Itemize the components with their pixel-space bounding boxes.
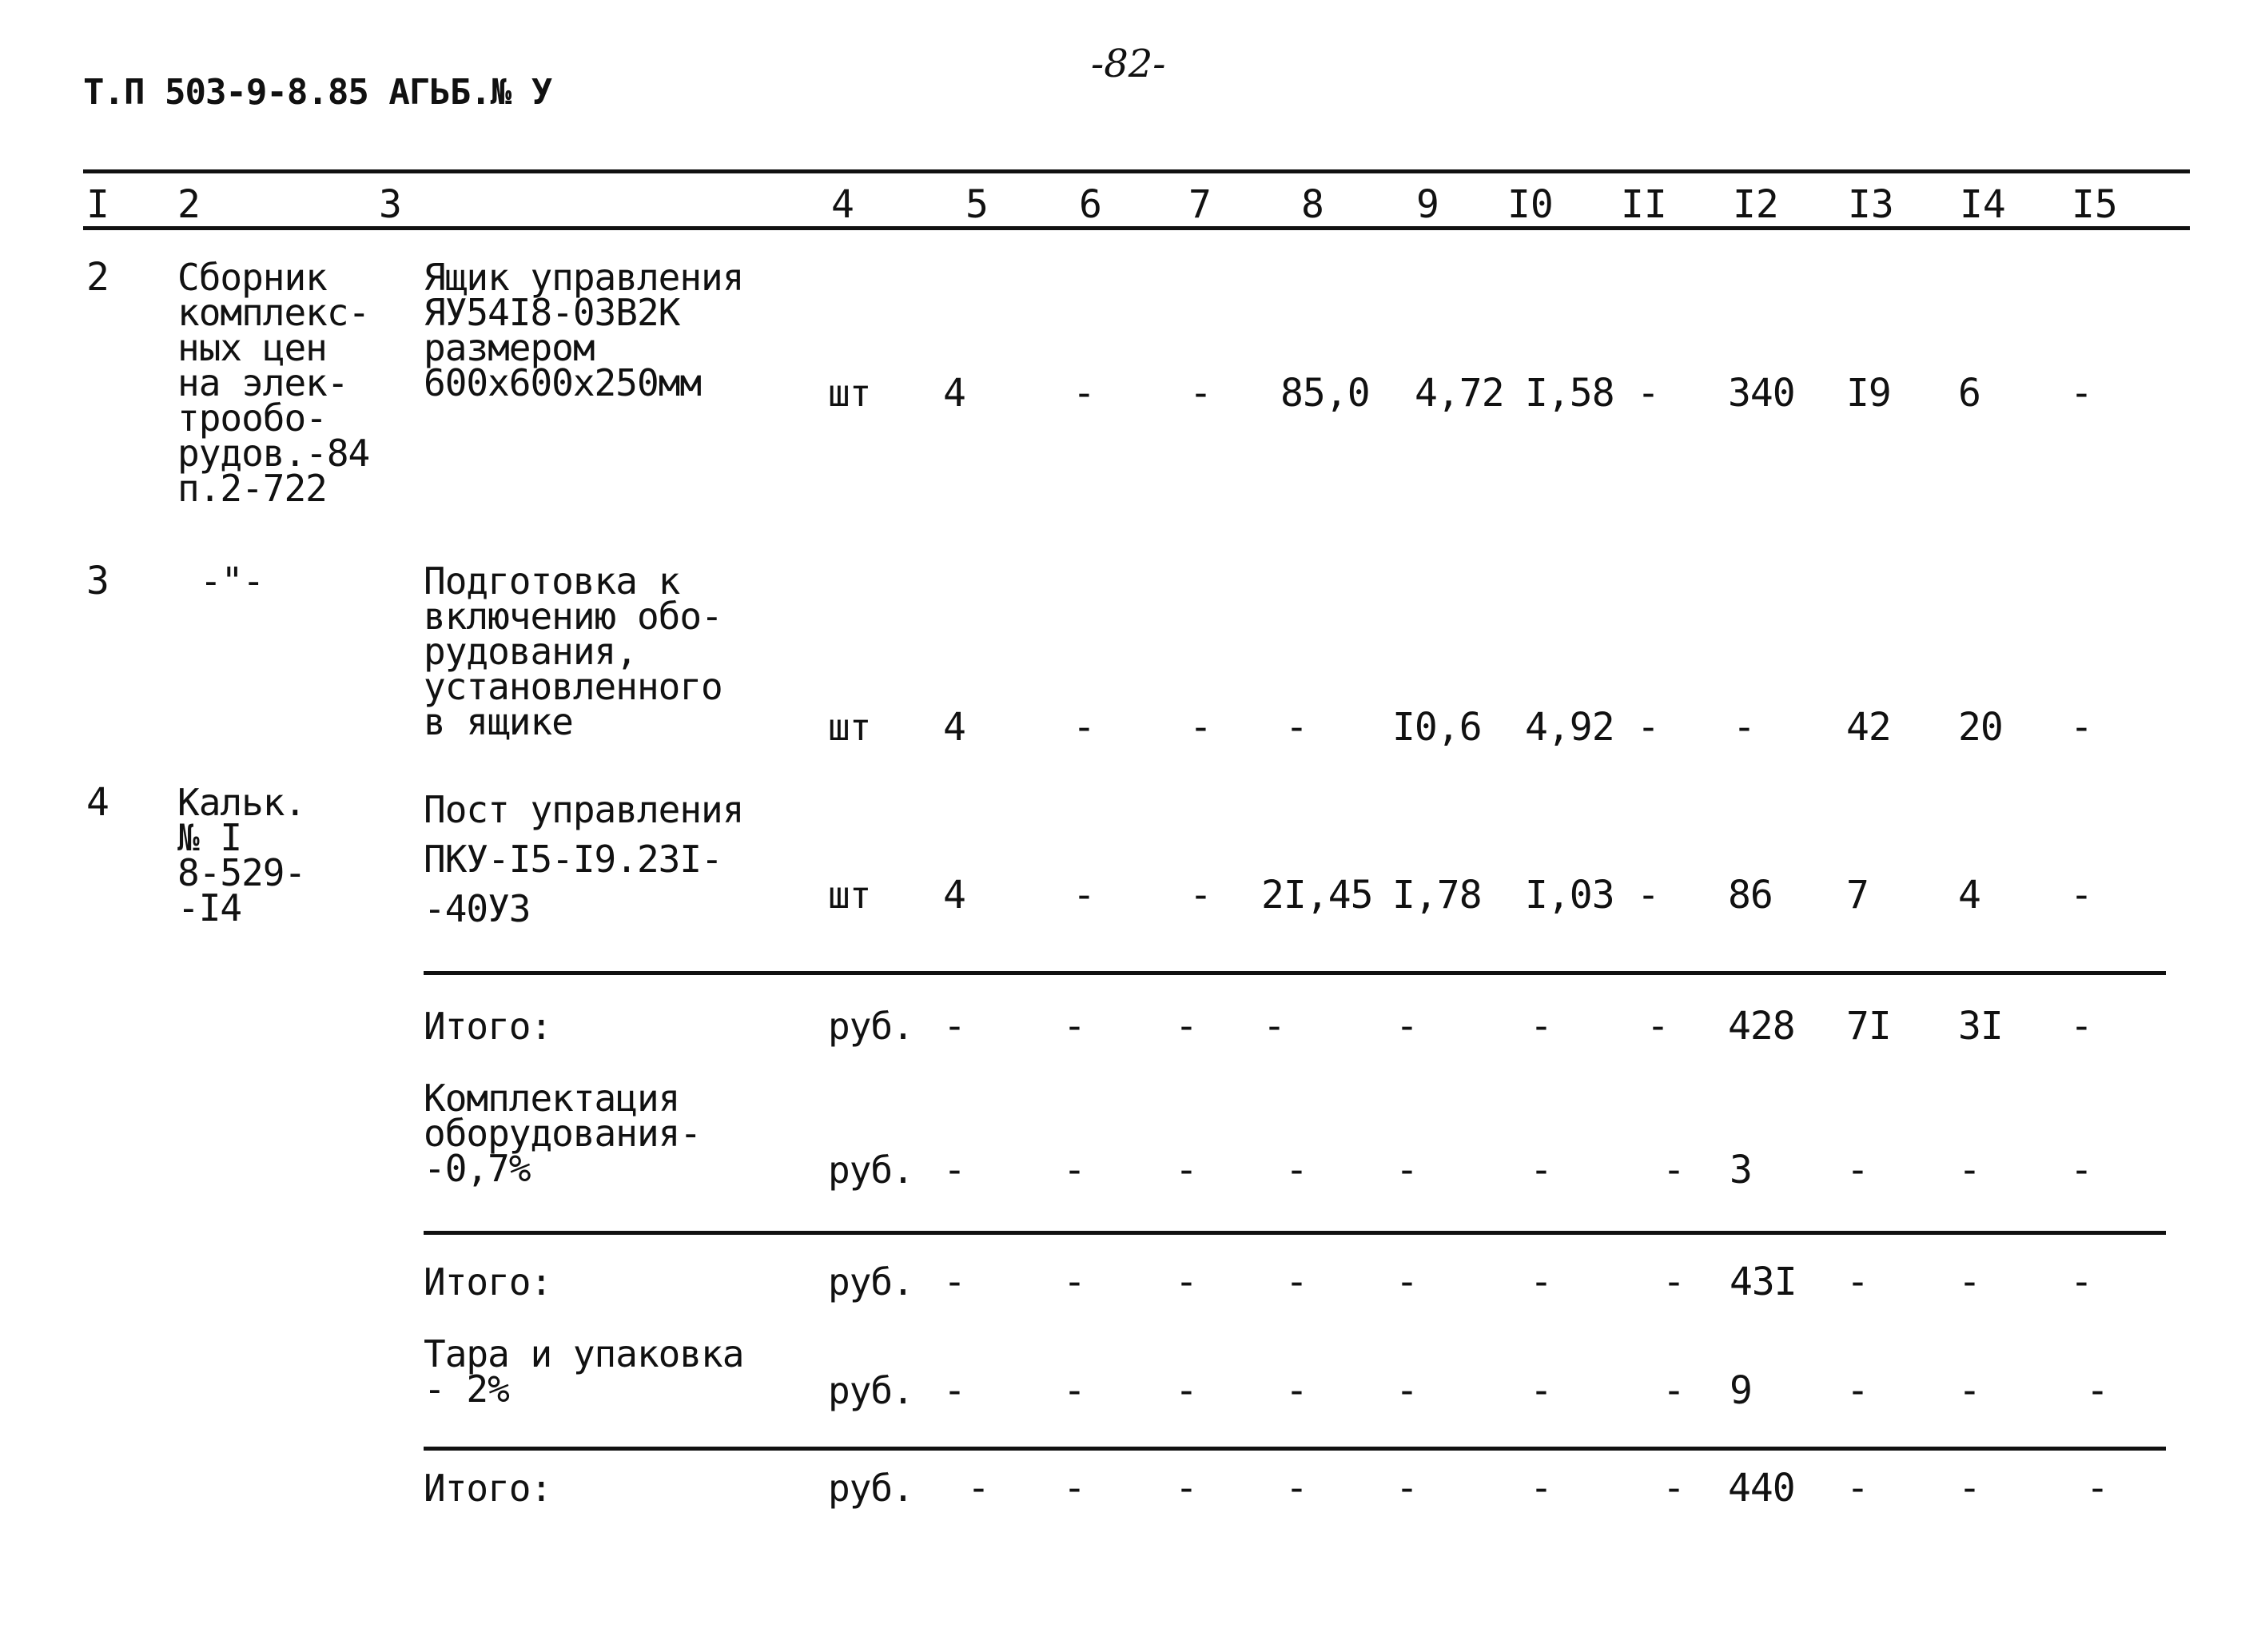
total-col10: - bbox=[1530, 1148, 1552, 1192]
total-unit: руб. bbox=[828, 1369, 914, 1412]
row-name: Пост управления ПКУ-I5-I9.23I- -40У3 bbox=[424, 788, 744, 930]
total-col12: 9 bbox=[1730, 1368, 1752, 1413]
total-col7: - bbox=[1175, 1260, 1197, 1304]
row-name: Ящик управления ЯУ54I8-03В2К размером 600х600х250мм bbox=[424, 256, 744, 404]
column-header-7: 7 bbox=[1188, 182, 1212, 227]
total-col10: - bbox=[1530, 1368, 1552, 1413]
row-col14: 4 bbox=[1958, 873, 1980, 918]
row-col13: I9 bbox=[1846, 371, 1891, 416]
row-col11: - bbox=[1637, 873, 1659, 918]
column-header-11: II bbox=[1621, 182, 1667, 227]
total-label: Итого: bbox=[424, 1005, 552, 1048]
total-col13: - bbox=[1846, 1148, 1869, 1192]
row-col10: I,03 bbox=[1525, 873, 1614, 918]
total-col14: - bbox=[1958, 1148, 1980, 1192]
total-col5: - bbox=[967, 1466, 989, 1511]
total-col11: - bbox=[1662, 1148, 1685, 1192]
total-col8: - bbox=[1285, 1466, 1308, 1511]
total-col15: - bbox=[2086, 1466, 2108, 1511]
column-header-9: 9 bbox=[1416, 182, 1439, 227]
row-col8: 2I,45 bbox=[1261, 873, 1373, 918]
row-col12: 340 bbox=[1728, 371, 1795, 416]
total-col13: - bbox=[1846, 1466, 1869, 1511]
column-header-12: I2 bbox=[1733, 182, 1779, 227]
row-col14: 6 bbox=[1958, 371, 1980, 416]
document-code: Т.П 503-9-8.85 АГЬБ.№ У bbox=[83, 72, 552, 113]
row-col6: - bbox=[1073, 873, 1095, 918]
row-col7: - bbox=[1189, 371, 1212, 416]
row-source: Сборник комплекс- ных цен на элек- трообо- рудов.-84 п.2-722 bbox=[177, 256, 370, 510]
total-col9: - bbox=[1395, 1368, 1418, 1413]
total-col5: - bbox=[943, 1004, 965, 1049]
page-number: -82- bbox=[1091, 42, 1166, 86]
row-number: 4 bbox=[86, 780, 109, 825]
total-col14: - bbox=[1958, 1466, 1980, 1511]
row-number: 3 bbox=[86, 559, 109, 603]
total-col15: - bbox=[2070, 1260, 2092, 1304]
totals-rule-3 bbox=[424, 1447, 2166, 1451]
row-unit: шт bbox=[828, 874, 871, 917]
total-col14: - bbox=[1958, 1368, 1980, 1413]
column-header-13: I3 bbox=[1848, 182, 1894, 227]
row-col5: 4 bbox=[943, 873, 965, 918]
row-col15: - bbox=[2070, 371, 2092, 416]
column-header-10: I0 bbox=[1507, 182, 1554, 227]
total-label: Тара и упаковка - 2% bbox=[424, 1332, 744, 1411]
total-col6: - bbox=[1063, 1368, 1085, 1413]
total-col15: - bbox=[2086, 1368, 2108, 1413]
total-col7: - bbox=[1175, 1004, 1197, 1049]
column-header-14: I4 bbox=[1960, 182, 2006, 227]
total-label: Итого: bbox=[424, 1260, 552, 1304]
total-col12: 428 bbox=[1728, 1004, 1795, 1049]
row-col5: 4 bbox=[943, 371, 965, 416]
total-col5: - bbox=[943, 1368, 965, 1413]
row-col6: - bbox=[1073, 705, 1095, 750]
total-col8: - bbox=[1263, 1004, 1285, 1049]
total-col11: - bbox=[1646, 1004, 1669, 1049]
total-col10: - bbox=[1530, 1466, 1552, 1511]
column-header-2: 2 bbox=[177, 182, 201, 227]
row-source: -"- bbox=[200, 559, 265, 603]
total-col11: - bbox=[1662, 1368, 1685, 1413]
total-unit: руб. bbox=[828, 1260, 914, 1304]
total-col11: - bbox=[1662, 1466, 1685, 1511]
total-col9: - bbox=[1395, 1466, 1418, 1511]
total-col13: - bbox=[1846, 1368, 1869, 1413]
row-source: Кальк. № I 8-529- -I4 bbox=[177, 781, 306, 929]
total-col8: - bbox=[1285, 1260, 1308, 1304]
total-unit: руб. bbox=[828, 1148, 914, 1192]
total-label: Итого: bbox=[424, 1467, 552, 1510]
row-col12: - bbox=[1733, 705, 1755, 750]
total-col12: 43I bbox=[1730, 1260, 1797, 1304]
total-col12: 440 bbox=[1728, 1466, 1795, 1511]
total-col7: - bbox=[1175, 1368, 1197, 1413]
row-col13: 42 bbox=[1846, 705, 1891, 750]
totals-rule-2 bbox=[424, 1231, 2166, 1235]
totals-rule-1 bbox=[424, 971, 2166, 975]
total-unit: руб. bbox=[828, 1005, 914, 1048]
total-col15: - bbox=[2070, 1148, 2092, 1192]
column-header-8: 8 bbox=[1301, 182, 1324, 227]
column-header-3: 3 bbox=[379, 182, 402, 227]
total-col14: - bbox=[1958, 1260, 1980, 1304]
total-col10: - bbox=[1530, 1004, 1552, 1049]
column-header-4: 4 bbox=[831, 182, 854, 227]
column-header-6: 6 bbox=[1079, 182, 1102, 227]
row-col13: 7 bbox=[1846, 873, 1869, 918]
column-header-15: I5 bbox=[2072, 182, 2118, 227]
row-col9: I0,6 bbox=[1392, 705, 1482, 750]
row-name: Подготовка к включению обо- рудования, установленного в ящике bbox=[424, 559, 722, 743]
total-col12: 3 bbox=[1730, 1148, 1752, 1192]
row-col10: I,58 bbox=[1525, 371, 1614, 416]
total-col14: 3I bbox=[1958, 1004, 2003, 1049]
row-col11: - bbox=[1637, 705, 1659, 750]
row-col12: 86 bbox=[1728, 873, 1773, 918]
total-col15: - bbox=[2070, 1004, 2092, 1049]
total-col13: - bbox=[1846, 1260, 1869, 1304]
row-col5: 4 bbox=[943, 705, 965, 750]
column-header-1: I bbox=[86, 182, 109, 227]
total-col5: - bbox=[943, 1148, 965, 1192]
row-col8: 85,0 bbox=[1280, 371, 1370, 416]
total-col9: - bbox=[1395, 1004, 1418, 1049]
total-col8: - bbox=[1285, 1368, 1308, 1413]
row-col7: - bbox=[1189, 705, 1212, 750]
header-top-rule bbox=[83, 169, 2190, 173]
total-label: Комплектация оборудования- -0,7% bbox=[424, 1077, 702, 1190]
total-col7: - bbox=[1175, 1466, 1197, 1511]
row-col15: - bbox=[2070, 873, 2092, 918]
row-col10: 4,92 bbox=[1525, 705, 1614, 750]
total-col6: - bbox=[1063, 1004, 1085, 1049]
row-col8: - bbox=[1285, 705, 1308, 750]
total-col9: - bbox=[1395, 1260, 1418, 1304]
row-col14: 20 bbox=[1958, 705, 2003, 750]
total-col13: 7I bbox=[1846, 1004, 1891, 1049]
total-col9: - bbox=[1395, 1148, 1418, 1192]
total-col10: - bbox=[1530, 1260, 1552, 1304]
total-col5: - bbox=[943, 1260, 965, 1304]
total-col6: - bbox=[1063, 1260, 1085, 1304]
total-col6: - bbox=[1063, 1148, 1085, 1192]
column-header-5: 5 bbox=[965, 182, 989, 227]
row-number: 2 bbox=[86, 255, 109, 300]
total-col6: - bbox=[1063, 1466, 1085, 1511]
row-col15: - bbox=[2070, 705, 2092, 750]
row-col6: - bbox=[1073, 371, 1095, 416]
row-unit: шт bbox=[828, 372, 871, 415]
row-col11: - bbox=[1637, 371, 1659, 416]
total-unit: руб. bbox=[828, 1467, 914, 1510]
row-col7: - bbox=[1189, 873, 1212, 918]
total-col8: - bbox=[1285, 1148, 1308, 1192]
row-col9: I,78 bbox=[1392, 873, 1482, 918]
row-col9: 4,72 bbox=[1415, 371, 1504, 416]
row-unit: шт bbox=[828, 706, 871, 749]
total-col11: - bbox=[1662, 1260, 1685, 1304]
total-col7: - bbox=[1175, 1148, 1197, 1192]
